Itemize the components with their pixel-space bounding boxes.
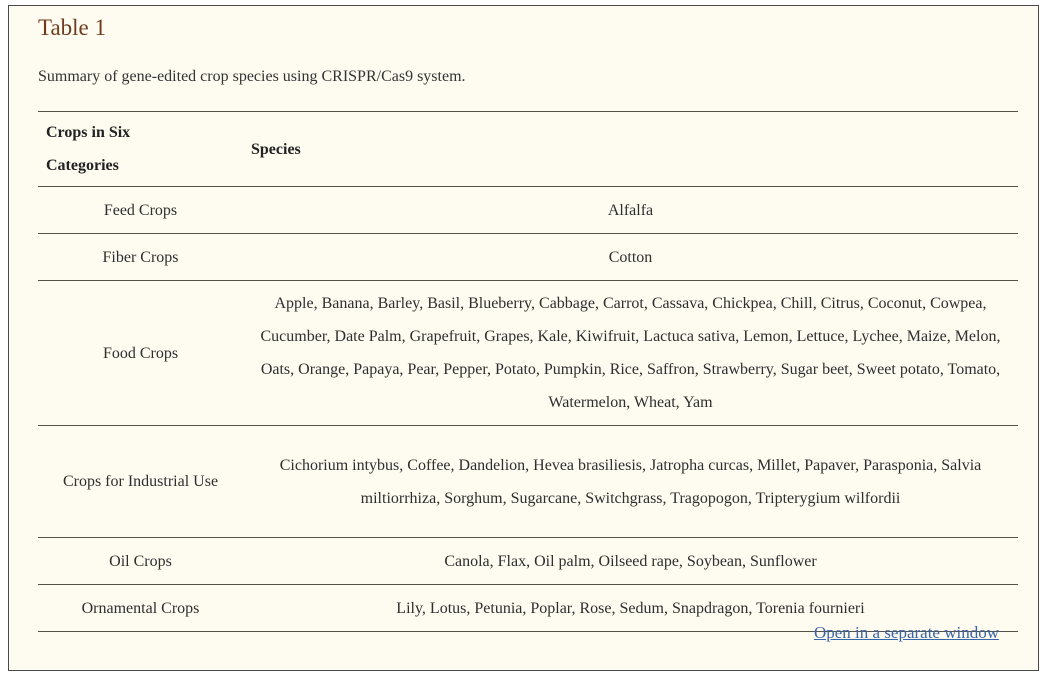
species-cell: Apple, Banana, Barley, Basil, Blueberry, Cabbage, Carrot, Cassava, Chickpea, Chill, Citrus, Coconut, Cowpea, Cucumber, Date Palm, Grapefruit, Grapes, Kale, Kiwifruit, Lactuca sativa, Lemon, Lettuce, Lychee, Maize, Melon, Oats, Orange, Papaya, Pear, Pepper, Potato, Pumpkin, Rice, Saffron, Strawberry, Sugar beet, Sweet potato, Tomato, Watermelon, Wheat, Yam <box>243 281 1018 426</box>
header-species: Species <box>243 112 1018 187</box>
header-crops-in-six-categories <box>38 112 243 187</box>
species-cell: Cichorium intybus, Coffee, Dandelion, Hevea brasiliesis, Jatropha curcas, Millet, Papaver, Parasponia, Salvia miltiorrhiza, Sorghum, Sugarcane, Switchgrass, Tragopogon, Tripterygium wilfordii <box>243 426 1018 538</box>
species-cell: Alfalfa <box>243 187 1018 234</box>
table-row <box>38 281 1018 426</box>
category-cell: Feed Crops <box>38 187 243 234</box>
table-panel <box>8 5 1039 671</box>
table-title: Table 1 <box>38 15 107 40</box>
species-cell: Cotton <box>243 234 1018 281</box>
species-cell: Canola, Flax, Oil palm, Oilseed rape, Soybean, Sunflower <box>243 538 1018 585</box>
open-in-separate-window-link[interactable]: Open in a separate window <box>813 623 999 642</box>
table-row <box>38 426 1018 538</box>
category-cell: Food Crops <box>38 281 243 426</box>
table-row <box>38 538 1018 585</box>
table-caption: Summary of gene-edited crop species using CRISPR/Cas9 system. <box>38 68 466 85</box>
header-category-label: Crops in Six Categories <box>46 124 131 174</box>
species-cell: Lily, Lotus, Petunia, Poplar, Rose, Sedum, Snapdragon, Torenia fournieri <box>243 585 1018 632</box>
table-row <box>38 187 1018 234</box>
table-header-row <box>38 112 1018 187</box>
category-cell: Crops for Industrial Use <box>38 426 243 538</box>
table-row <box>38 234 1018 281</box>
crop-species-table <box>38 111 1018 632</box>
category-cell: Ornamental Crops <box>38 585 243 632</box>
category-cell: Oil Crops <box>38 538 243 585</box>
category-cell: Fiber Crops <box>38 234 243 281</box>
